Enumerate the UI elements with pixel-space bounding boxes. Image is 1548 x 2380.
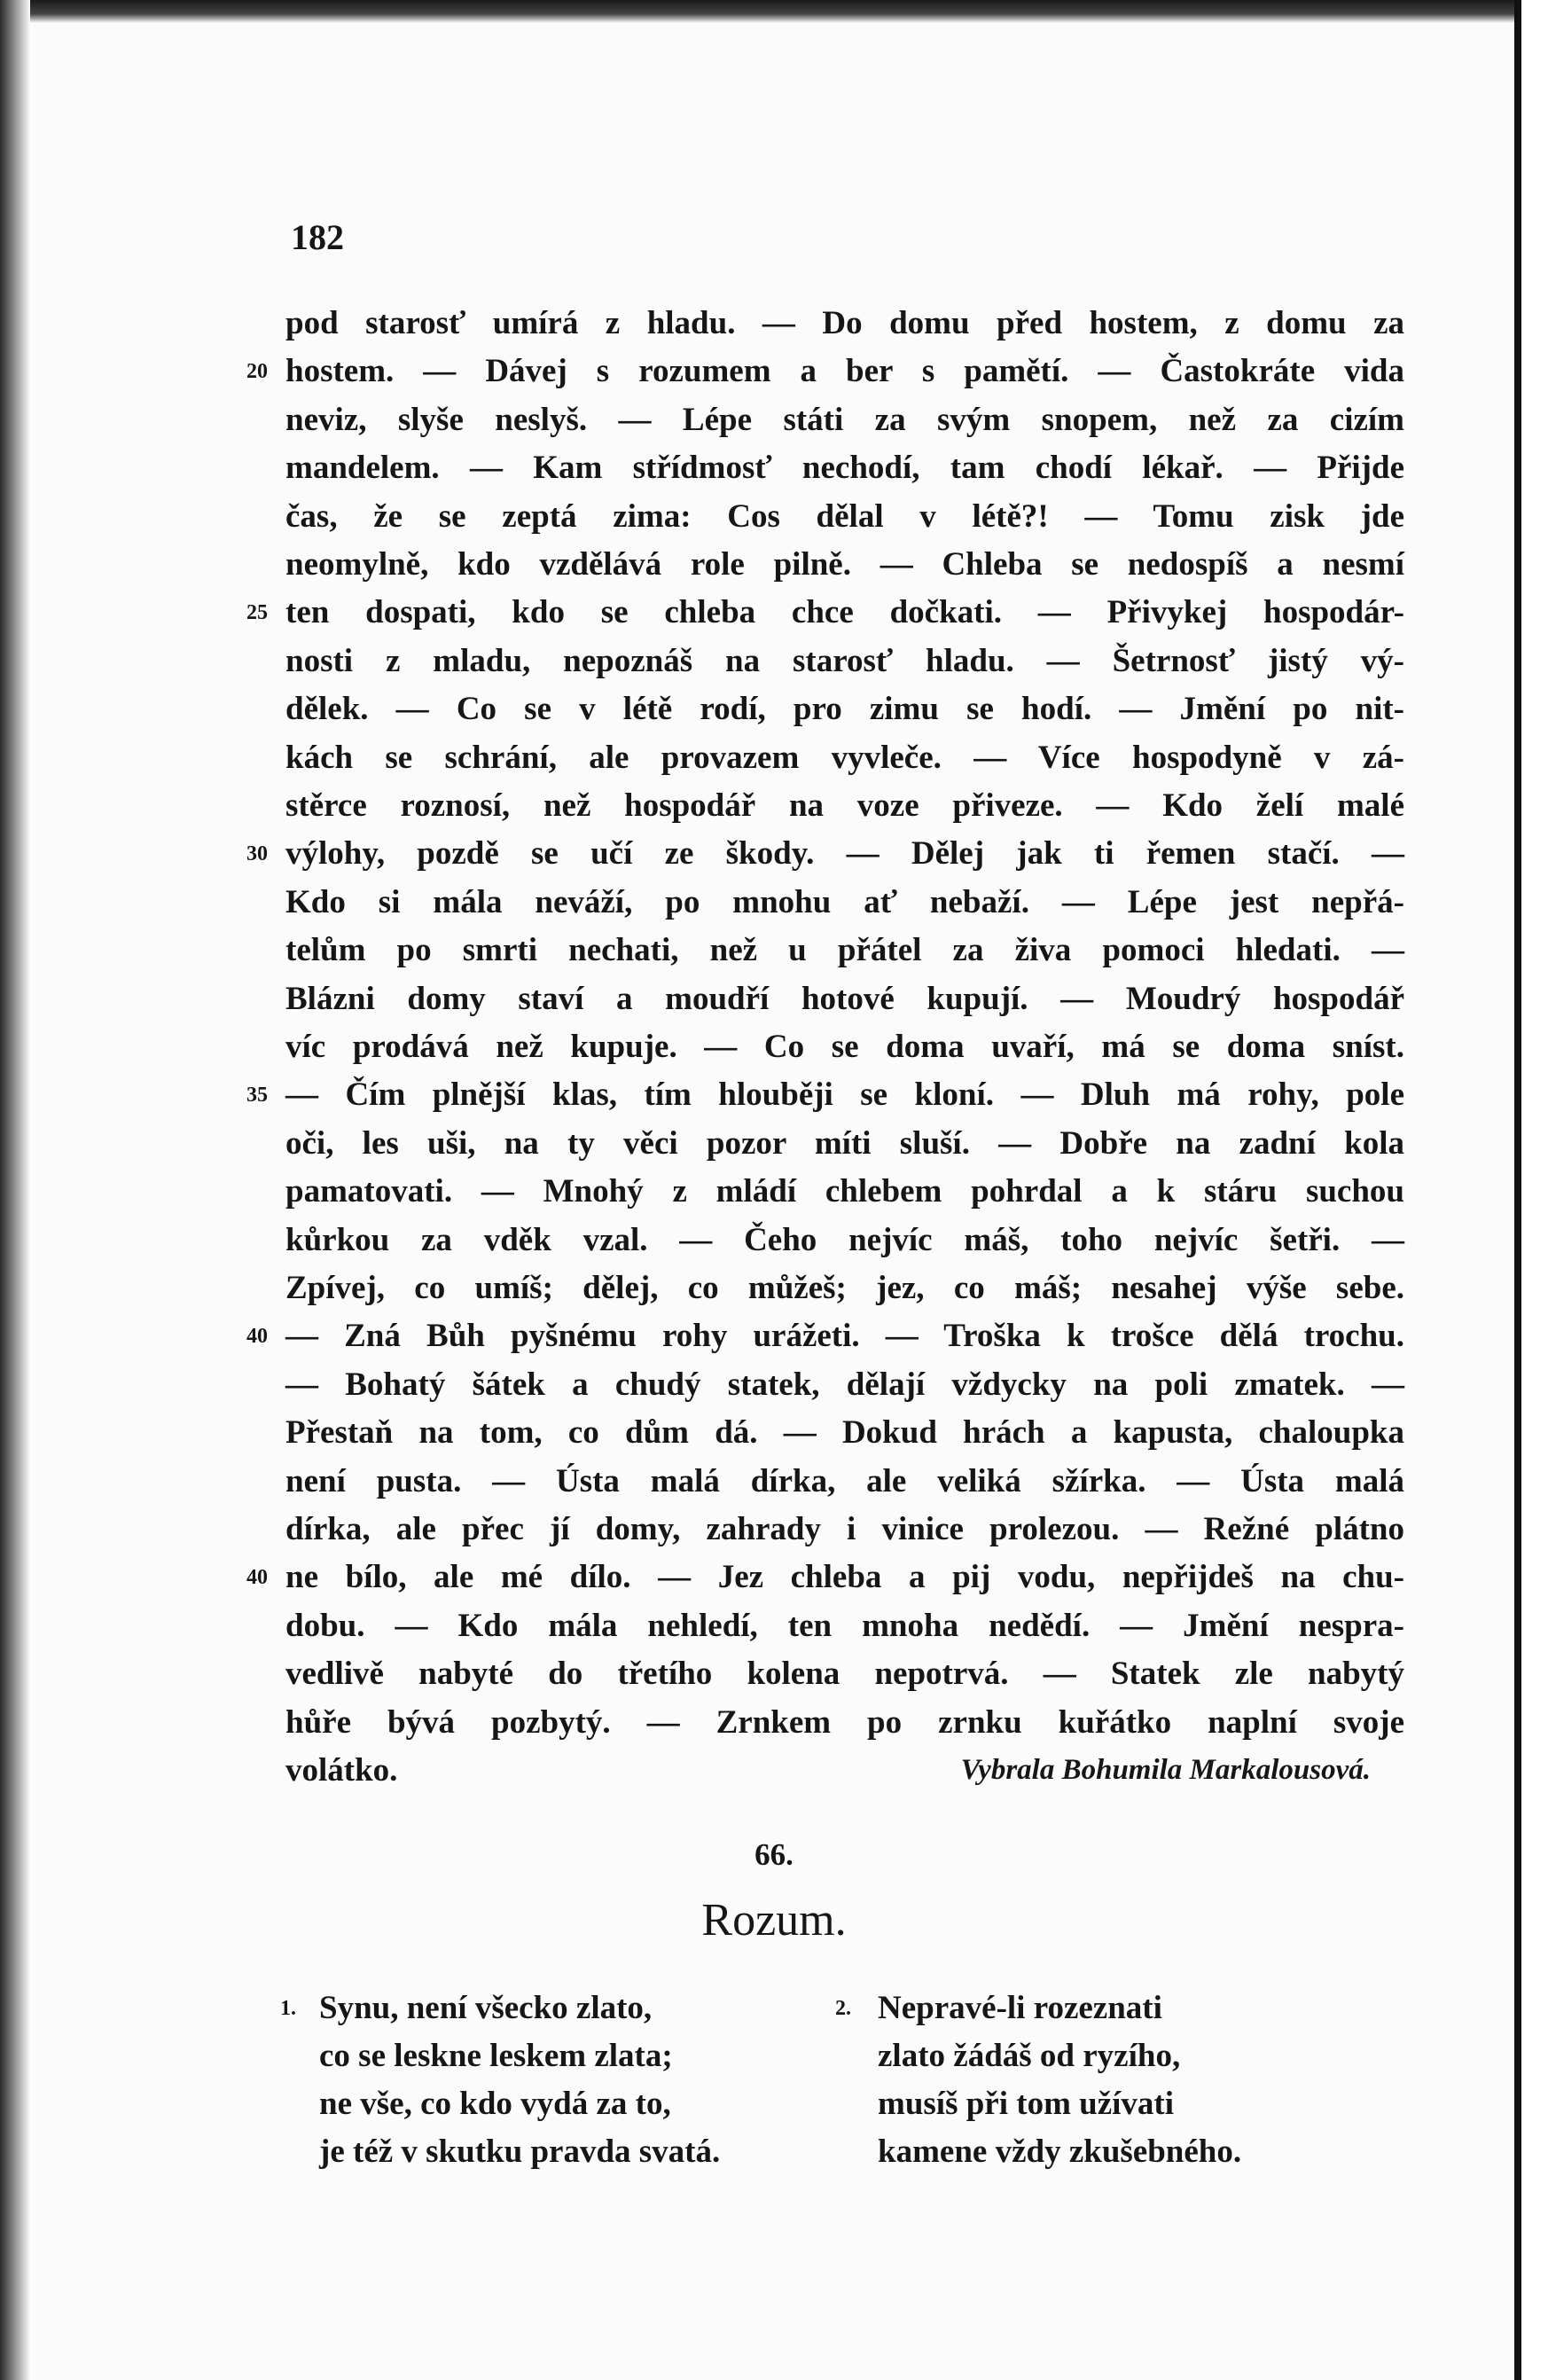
verse-line: kamene vždy zkušebného. (878, 2133, 1242, 2170)
text-line: dírka, ale přec jí domy, zahrady i vinice prolezou. — Režné plátno (285, 1511, 1404, 1547)
page-number: 182 (291, 217, 344, 257)
text-line: kách se schrání, ale provazem vyvleče. — Více hospodyně v zá- (285, 739, 1404, 776)
text-line: kůrkou za vděk vzal. — Čeho nejvíc máš, toho nejvíc šetři. — (285, 1221, 1404, 1258)
verse-line: zlato žádáš od ryzího, (878, 2038, 1181, 2074)
scan-edge-top (0, 0, 1548, 23)
text-line: výlohy, pozdě se učí ze škody. — Dělej jak ti řemen stačí. — (285, 835, 1404, 873)
scan-margin-right (1521, 0, 1548, 2380)
verse-line: ne vše, co kdo vydá za to, (319, 2086, 671, 2122)
line-number: 40 (246, 1325, 268, 1349)
text-line: telům po smrti nechati, než u přátel za živa pomoci hledati. — (285, 932, 1404, 969)
text-line: nosti z mladu, nepoznáš na starosť hladu. — Šetrnosť jistý vý- (285, 642, 1404, 679)
line-number: 20 (246, 360, 268, 384)
verse-line: je též v skutku pravda svatá. (319, 2133, 721, 2170)
text-line: mandelem. — Kam střídmosť nechodí, tam chodí lékař. — Přijde (285, 450, 1404, 487)
line-number: 30 (246, 842, 268, 866)
text-line: stěrce roznosí, než hospodář na voze přiveze. — Kdo želí malé (285, 787, 1404, 824)
text-line: — Bohatý šátek a chudý statek, dělají vždycky na poli zmatek. — (285, 1366, 1404, 1403)
text-line: volátko. (285, 1752, 398, 1789)
text-line: víc prodává než kupuje. — Co se doma uvaří, má se doma sníst. (285, 1029, 1404, 1065)
text-line: pamatovati. — Mnohý z mládí chlebem pohrdal a k stáru suchou (285, 1173, 1404, 1210)
signature: Vybrala Bohumila Markalousová. (960, 1754, 1371, 1786)
text-line: dobu. — Kdo mála nehledí, ten mnoha nedědí. — Jmění nespra- (285, 1607, 1404, 1644)
text-line: hůře bývá pozbytý. — Zrnkem po zrnku kuřátko naplní svoje (285, 1703, 1404, 1741)
text-line: neomylně, kdo vzdělává role pilně. — Chleba se nedospíš a nesmí (285, 546, 1404, 583)
text-line: hostem. — Dávej s rozumem a ber s pamětí. — Častokráte vida (285, 353, 1404, 390)
verse-line: musíš při tom užívati (878, 2086, 1175, 2122)
text-line: dělek. — Co se v létě rodí, pro zimu se hodí. — Jmění po nit- (285, 691, 1404, 728)
text-line: Blázni domy staví a moudří hotové kupují. — Moudrý hospodář (285, 980, 1404, 1017)
text-line: pod starosť umírá z hladu. — Do domu před hostem, z domu za (285, 305, 1404, 341)
text-line: vedlivě nabyté do třetího kolena nepotrvá. — Statek zle nabytý (285, 1656, 1404, 1693)
verse-line: Synu, není všecko zlato, (319, 1990, 653, 2026)
stanza-number: 1. (280, 1997, 296, 2020)
text-line: neviz, slyše neslyš. — Lépe státi za svým snopem, než za cizím (285, 401, 1404, 438)
text-line: čas, že se zeptá zima: Cos dělal v létě?! — Tomu zisk jde (285, 497, 1404, 535)
line-number: 40 (246, 1566, 268, 1590)
text-line: ne bílo, ale mé dílo. — Jez chleba a pij vodu, nepřijdeš na chu- (285, 1559, 1404, 1596)
scan-edge-right (1514, 0, 1521, 2380)
poem-number: 66. (754, 1837, 794, 1872)
verse-line: Nepravé-li rozeznati (878, 1990, 1162, 2026)
text-line: Zpívej, co umíš; dělej, co můžeš; jez, co máš; nesahej výše sebe. (285, 1270, 1404, 1306)
line-number: 25 (246, 601, 268, 625)
text-line: není pusta. — Ústa malá dírka, ale veliká sžírka. — Ústa malá (285, 1462, 1404, 1499)
text-line: Kdo si mála neváží, po mnohu ať nebaží. — Lépe jest nepřá- (285, 883, 1404, 920)
text-line: ten dospati, kdo se chleba chce dočkati. — Přivykej hospodár- (285, 594, 1404, 631)
poem-title: Rozum. (701, 1895, 847, 1945)
stanza-1 (280, 1985, 721, 2176)
verse-line: co se leskne leskem zlata; (319, 2038, 673, 2074)
line-number: 35 (246, 1084, 268, 1108)
text-line: oči, les uši, na ty věci pozor míti sluší. — Dobře na zadní kola (285, 1124, 1404, 1162)
scan-edge-left (0, 0, 30, 2380)
text-line: Přestaň na tom, co dům dá. — Dokud hrách a kapusta, chaloupka (285, 1414, 1404, 1452)
text-line: — Zná Bůh pyšnému rohy urážeti. — Troška k trošce dělá trochu. (285, 1318, 1404, 1355)
stanza-2 (835, 1985, 1242, 2176)
stanza-number: 2. (835, 1997, 851, 2020)
text-line: — Čím plnější klas, tím hlouběji se kloní. — Dluh má rohy, pole (285, 1076, 1404, 1114)
